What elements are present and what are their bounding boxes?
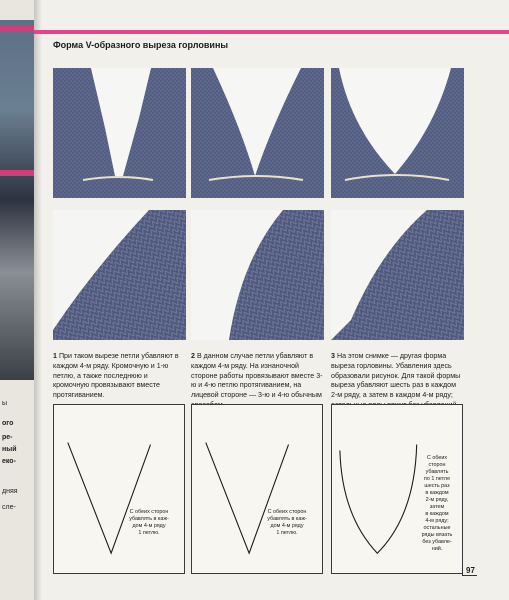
pink-stripe — [0, 26, 34, 32]
left-page-text: ого — [2, 420, 14, 427]
diagram-line: убавлять — [425, 469, 449, 475]
caption-number: 2 — [191, 352, 195, 360]
left-page-photo — [0, 20, 34, 380]
rounded-v-outline — [340, 445, 417, 554]
left-page-text: сле- — [2, 504, 16, 511]
diagram-line: С обеих сторон — [267, 509, 307, 515]
diagram-instruction — [256, 509, 318, 537]
diagram-line: С обеих сторон — [129, 509, 169, 515]
gutter-shadow — [34, 0, 42, 600]
diagram-line: ний. — [431, 546, 443, 552]
diagram-line: в каждом — [425, 511, 449, 517]
diagram-line: дом 4-м ряду — [270, 523, 304, 529]
diagram-line: 2-м ряду, — [425, 497, 449, 503]
photo-edge-closeup-2 — [191, 210, 324, 340]
left-page-text: ре- — [2, 434, 13, 441]
diagram-2 — [191, 404, 323, 574]
left-page-text: ный — [2, 446, 17, 453]
diagram-line: без убавле- — [422, 539, 452, 545]
diagram-line: С обеих — [426, 455, 448, 461]
caption-1 — [53, 352, 185, 401]
diagram-line: затем — [429, 504, 445, 510]
diagram-line: 1 петлю. — [138, 530, 160, 536]
left-page-text: ы — [2, 400, 8, 407]
left-page-text: еко- — [2, 458, 16, 465]
left-page-edge — [0, 0, 35, 600]
diagram-3 — [331, 404, 463, 574]
diagram-instruction — [118, 509, 180, 537]
caption-text: В данном случае петли убавляют в каждом 4-м ряду. На изнаночной стороне работы провязывают вместе 3-ю и 4-ю петлю протягиванием, на лицевой стороне — 3-ю и 4-ю обычным — [191, 352, 323, 400]
diagram-line: остальные — [423, 525, 451, 531]
photo-neckline-3 — [331, 68, 464, 198]
caption-number: 3 — [331, 352, 335, 360]
diagram-line: сторон — [428, 462, 446, 468]
caption-2 — [191, 352, 323, 411]
diagram-line: убавлять в каж- — [267, 516, 307, 522]
photo-edge-closeup-3 — [331, 210, 464, 340]
photo-edge-closeup-1 — [53, 210, 186, 340]
accent-bar — [34, 30, 509, 34]
diagram-line: в каждом — [425, 490, 449, 496]
diagram-line: ряды вязать — [421, 532, 453, 538]
caption-text: При таком вырезе петли убавляют в каждом 4-м ряду. Кромочную и 1-ю петлю, а также последнюю и кромочную провязывают вместе протягиванием. — [53, 352, 179, 400]
diagram-line: по 1 петле — [423, 476, 451, 482]
pink-stripe — [0, 170, 34, 176]
caption-number: 1 — [53, 352, 57, 360]
caption-text: На этом снимке — другая форма выреза горловины. Убавления здесь образовали рисунок. Для такой формы выреза убавляют шесть раз в каждом 2-м ряду, а затем в каждом 4-м ряду; — [331, 352, 461, 400]
photo-neckline-2 — [191, 68, 324, 198]
diagram-line: убавлять в каж- — [129, 516, 169, 522]
page-number: 97 — [462, 566, 477, 576]
diagram-line: 1 петлю. — [276, 530, 298, 536]
photo-neckline-1 — [53, 68, 186, 198]
diagram-1 — [53, 404, 185, 574]
diagram-line: дом 4-м ряду — [132, 523, 166, 529]
diagram-instruction — [414, 455, 460, 553]
caption-3 — [331, 352, 463, 411]
diagram-line: шесть раз — [424, 483, 450, 489]
left-page-text: дняя — [2, 488, 18, 495]
book-page — [34, 0, 509, 600]
diagram-line: 4-м ряду; — [425, 518, 449, 524]
page-title: Форма V-образного выреза горловины — [53, 40, 229, 50]
